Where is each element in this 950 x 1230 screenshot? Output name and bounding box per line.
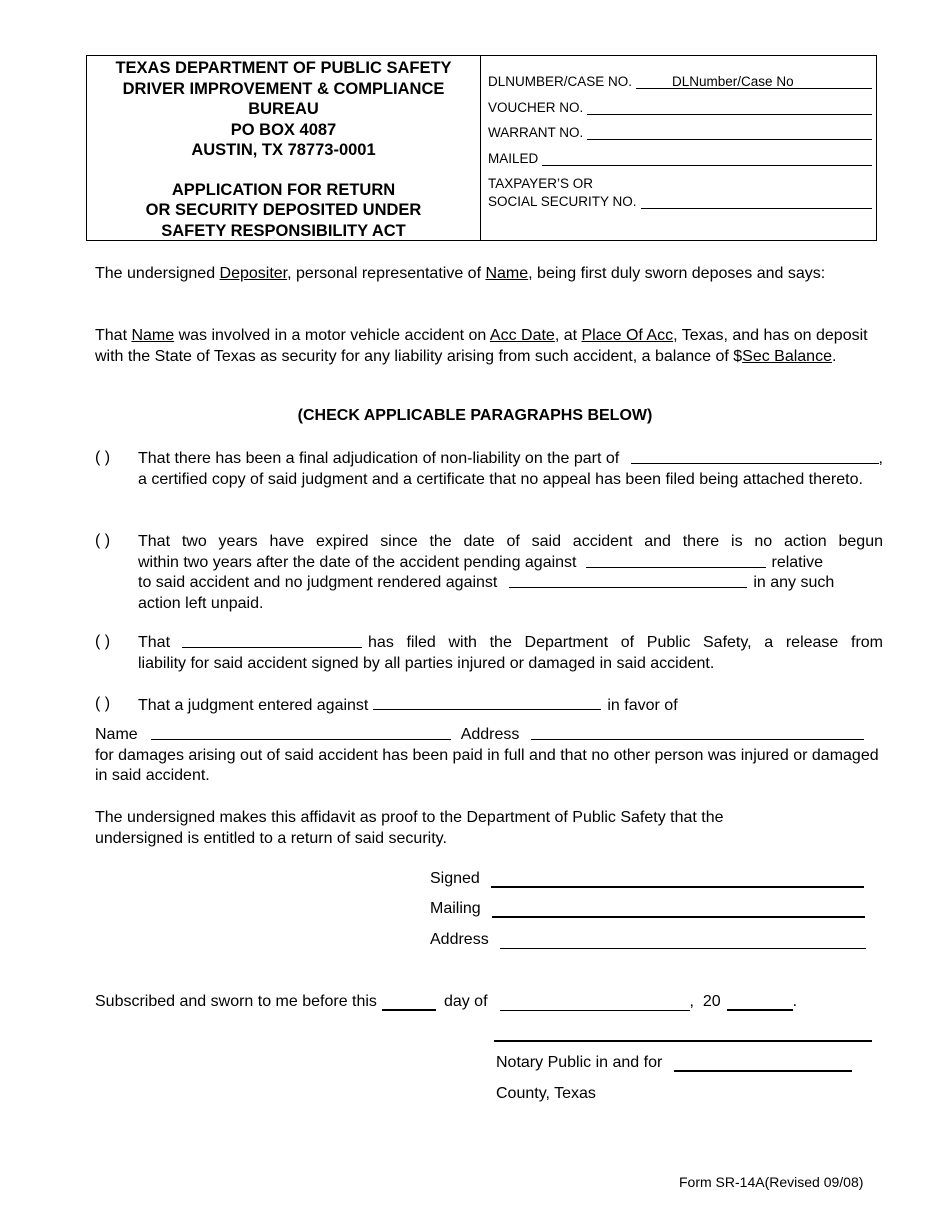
checkbox-item-3[interactable]: ( ) <box>95 633 111 650</box>
header-box <box>86 55 877 241</box>
depositer-field[interactable]: Depositer <box>219 265 288 282</box>
notary-signature-line[interactable] <box>494 1040 872 1042</box>
agency-line: PO BOX 4087 <box>230 120 337 139</box>
signed-row: Signed <box>430 870 864 888</box>
notary-county-label: County, Texas <box>496 1085 596 1102</box>
checkbox-item-2[interactable]: ( ) <box>95 532 111 549</box>
address-field[interactable] <box>500 934 866 949</box>
title-line: SAFETY RESPONSIBILITY ACT <box>161 221 406 240</box>
signed-field[interactable] <box>491 872 864 888</box>
agency-address <box>87 56 480 161</box>
taxpayer-field[interactable] <box>488 194 872 209</box>
voucher-field[interactable] <box>488 100 872 115</box>
agency-line: BUREAU <box>248 100 319 118</box>
address-row: Address <box>430 931 866 949</box>
notary-county-field[interactable] <box>674 1056 852 1072</box>
judgment-against-field[interactable] <box>509 573 747 588</box>
checkbox-item-1[interactable]: ( ) <box>95 449 111 466</box>
mailing-field[interactable] <box>492 902 865 918</box>
acc-date-field[interactable]: Acc Date <box>489 327 555 344</box>
dl-number-field[interactable] <box>488 74 872 89</box>
office-use-fields <box>481 56 876 240</box>
dl-number-value: DLNumber/Case No <box>672 74 794 89</box>
intro-paragraph-1: The undersigned Depositer, personal representative of Name, being first duly sworn deposes and says: <box>95 265 826 282</box>
mailed-field[interactable] <box>488 151 872 166</box>
warrant-label: WARRANT NO. <box>488 125 584 140</box>
agency-block <box>87 56 481 240</box>
taxpayer-label-2: SOCIAL SECURITY NO. <box>488 194 637 209</box>
name-field[interactable]: Name <box>131 327 175 344</box>
checkbox-item-4[interactable]: ( ) <box>95 695 111 712</box>
warrant-field[interactable] <box>488 125 872 140</box>
mailed-label: MAILED <box>488 151 539 166</box>
place-of-acc-field[interactable]: Place Of Acc <box>581 327 674 344</box>
title-line: APPLICATION FOR RETURN <box>171 180 396 199</box>
dl-number-label: DLNUMBER/CASE NO. <box>488 74 633 89</box>
taxpayer-label: TAXPAYER’S OR <box>488 176 594 191</box>
favor-of-block: Name Address for damages arising out of said accident has been paid in full and that no other person was injured or damaged in said accident. <box>95 726 879 784</box>
sworn-day-field[interactable] <box>382 995 436 1011</box>
notary-row: Notary Public in and for <box>496 1054 852 1072</box>
sworn-year-field[interactable] <box>727 995 793 1011</box>
item-4-text: That a judgment entered against in favor of <box>138 697 678 714</box>
check-heading: (CHECK APPLICABLE PARAGRAPHS BELOW) <box>297 407 653 424</box>
voucher-label: VOUCHER NO. <box>488 100 584 115</box>
agency-line: AUSTIN, TX 78773-0001 <box>191 141 376 159</box>
item-1-text: That there has been a final adjudication of non-liability on the part of , a certified copy of said judgment and a certificate that no appeal has been filed being attached thereto. <box>138 450 883 488</box>
favor-address-field[interactable] <box>531 725 864 740</box>
name-field[interactable]: Name <box>485 265 529 282</box>
sworn-row: Subscribed and sworn to me before this day of , 20 . <box>95 993 798 1010</box>
release-party-field[interactable] <box>182 633 362 648</box>
form-title <box>87 180 480 242</box>
item-2-text: That two years have expired since the date of said accident and there is no action begun within two years after the date of the accident pending against relative to said accident and no judgment rendered against in any such action left unpaid. <box>138 533 883 612</box>
affidavit-paragraph: The undersigned makes this affidavit as proof to the Department of Public Safety that the undersigned is entitled to a return of said security. <box>95 809 724 847</box>
agency-line: TEXAS DEPARTMENT OF PUBLIC SAFETY <box>115 59 452 77</box>
judgment-entered-against-field[interactable] <box>373 695 601 710</box>
item-3-text: That has filed with the Department of Public Safety, a release from liability for said accident signed by all parties injured or damaged in said accident. <box>138 634 883 672</box>
form-number: Form SR-14A(Revised 09/08) <box>679 1174 864 1190</box>
agency-line: DRIVER IMPROVEMENT & COMPLIANCE <box>122 79 445 98</box>
sworn-month-field[interactable] <box>500 996 690 1011</box>
mailing-row: Mailing <box>430 900 865 918</box>
pending-against-field[interactable] <box>586 553 766 568</box>
title-line: OR SECURITY DEPOSITED UNDER <box>145 201 422 219</box>
sec-balance-field[interactable]: Sec Balance <box>742 347 832 365</box>
non-liability-party-field[interactable] <box>631 449 878 464</box>
favor-name-field[interactable] <box>151 725 451 740</box>
intro-paragraph-2: That Name was involved in a motor vehicle accident on Acc Date, at Place Of Acc, Texas, and has on deposit with the State of Texas as security for any liability arising from such accident, a balance of $Sec Balance. <box>95 327 868 365</box>
